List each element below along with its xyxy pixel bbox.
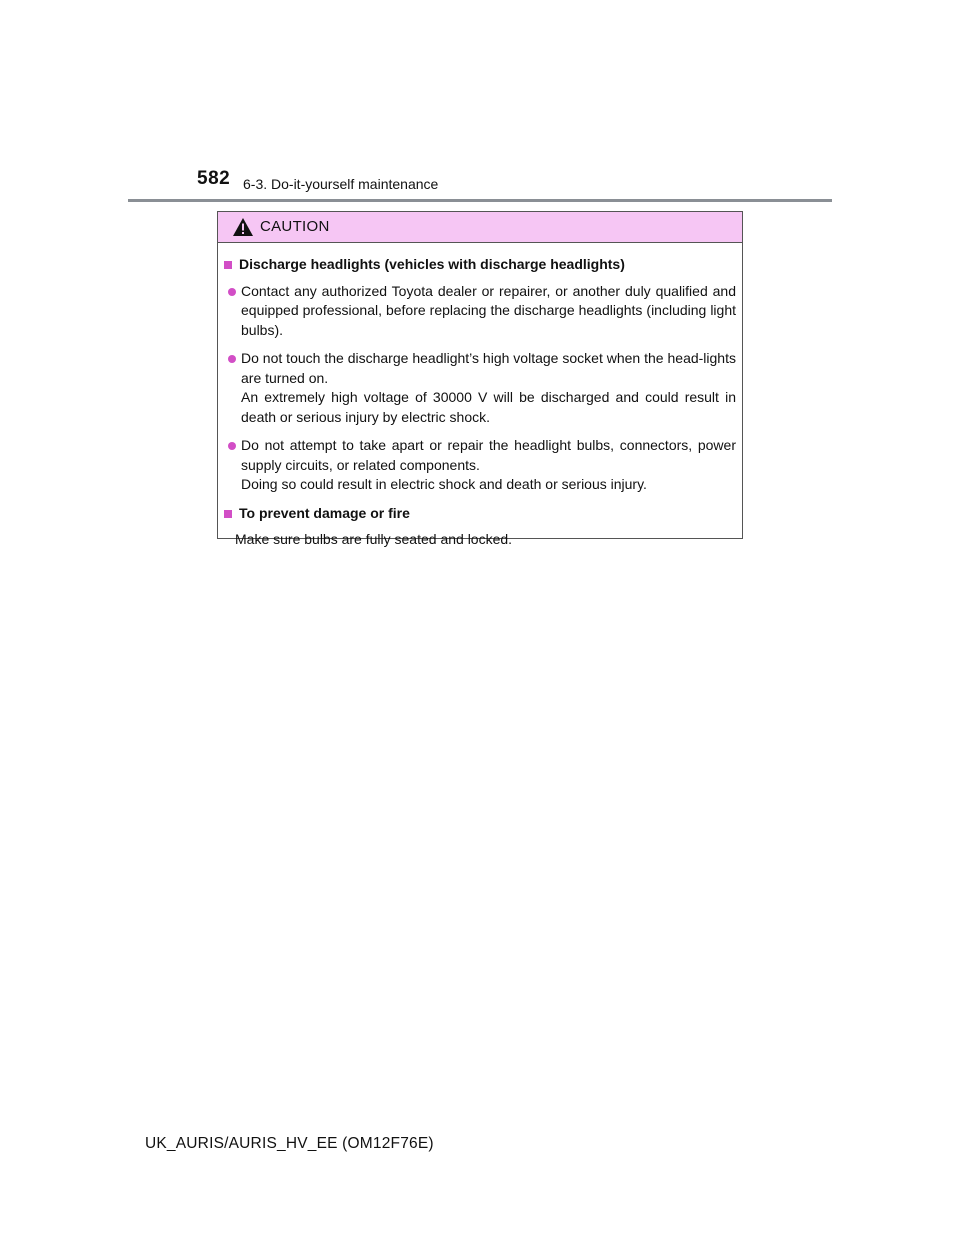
caution-label: CAUTION: [260, 218, 330, 235]
section-heading-discharge-headlights: [224, 255, 736, 275]
bullet-text: Do not touch the discharge headlight’s high voltage socket when the head-lights are turned on.: [241, 350, 736, 386]
round-bullet-icon: [228, 442, 236, 450]
footer-model-code: UK_AURIS/AURIS_HV_EE (OM12F76E): [145, 1135, 434, 1152]
section-title: 6-3. Do-it-yourself maintenance: [243, 176, 439, 192]
caution-header: [218, 212, 742, 243]
bullet-text: Do not attempt to take apart or repair the headlight bulbs, connectors, power supply circuits, or related components.: [241, 437, 736, 473]
section-heading-prevent-damage: [224, 504, 736, 524]
section-text: Make sure bulbs are fully seated and locked.: [235, 531, 513, 547]
bullet-item: [224, 282, 736, 341]
caution-box: [217, 211, 743, 547]
bullet-text: Contact any authorized Toyota dealer or repairer, or another duly qualified and equipped professional, before replacing the discharge headlights (including light bulbs).: [241, 282, 736, 338]
square-bullet-icon: [224, 510, 232, 518]
bullet-text: Doing so could result in electric shock and death or serious injury.: [241, 476, 647, 492]
bullet-item: [224, 349, 736, 427]
heading-text: To prevent damage or fire: [239, 504, 410, 521]
bullet-item: [224, 436, 736, 495]
round-bullet-icon: [228, 288, 236, 296]
bullet-text: An extremely high voltage of 30000 V will be discharged and could result in death or serious injury by electric shock.: [241, 389, 736, 425]
caution-body: [218, 243, 742, 550]
page-number: 582: [197, 168, 231, 189]
warning-triangle-icon: [232, 217, 254, 237]
square-bullet-icon: [224, 261, 232, 269]
header-divider: [128, 199, 832, 202]
round-bullet-icon: [228, 355, 236, 363]
heading-text: Discharge headlights (vehicles with discharge headlights): [239, 256, 625, 272]
